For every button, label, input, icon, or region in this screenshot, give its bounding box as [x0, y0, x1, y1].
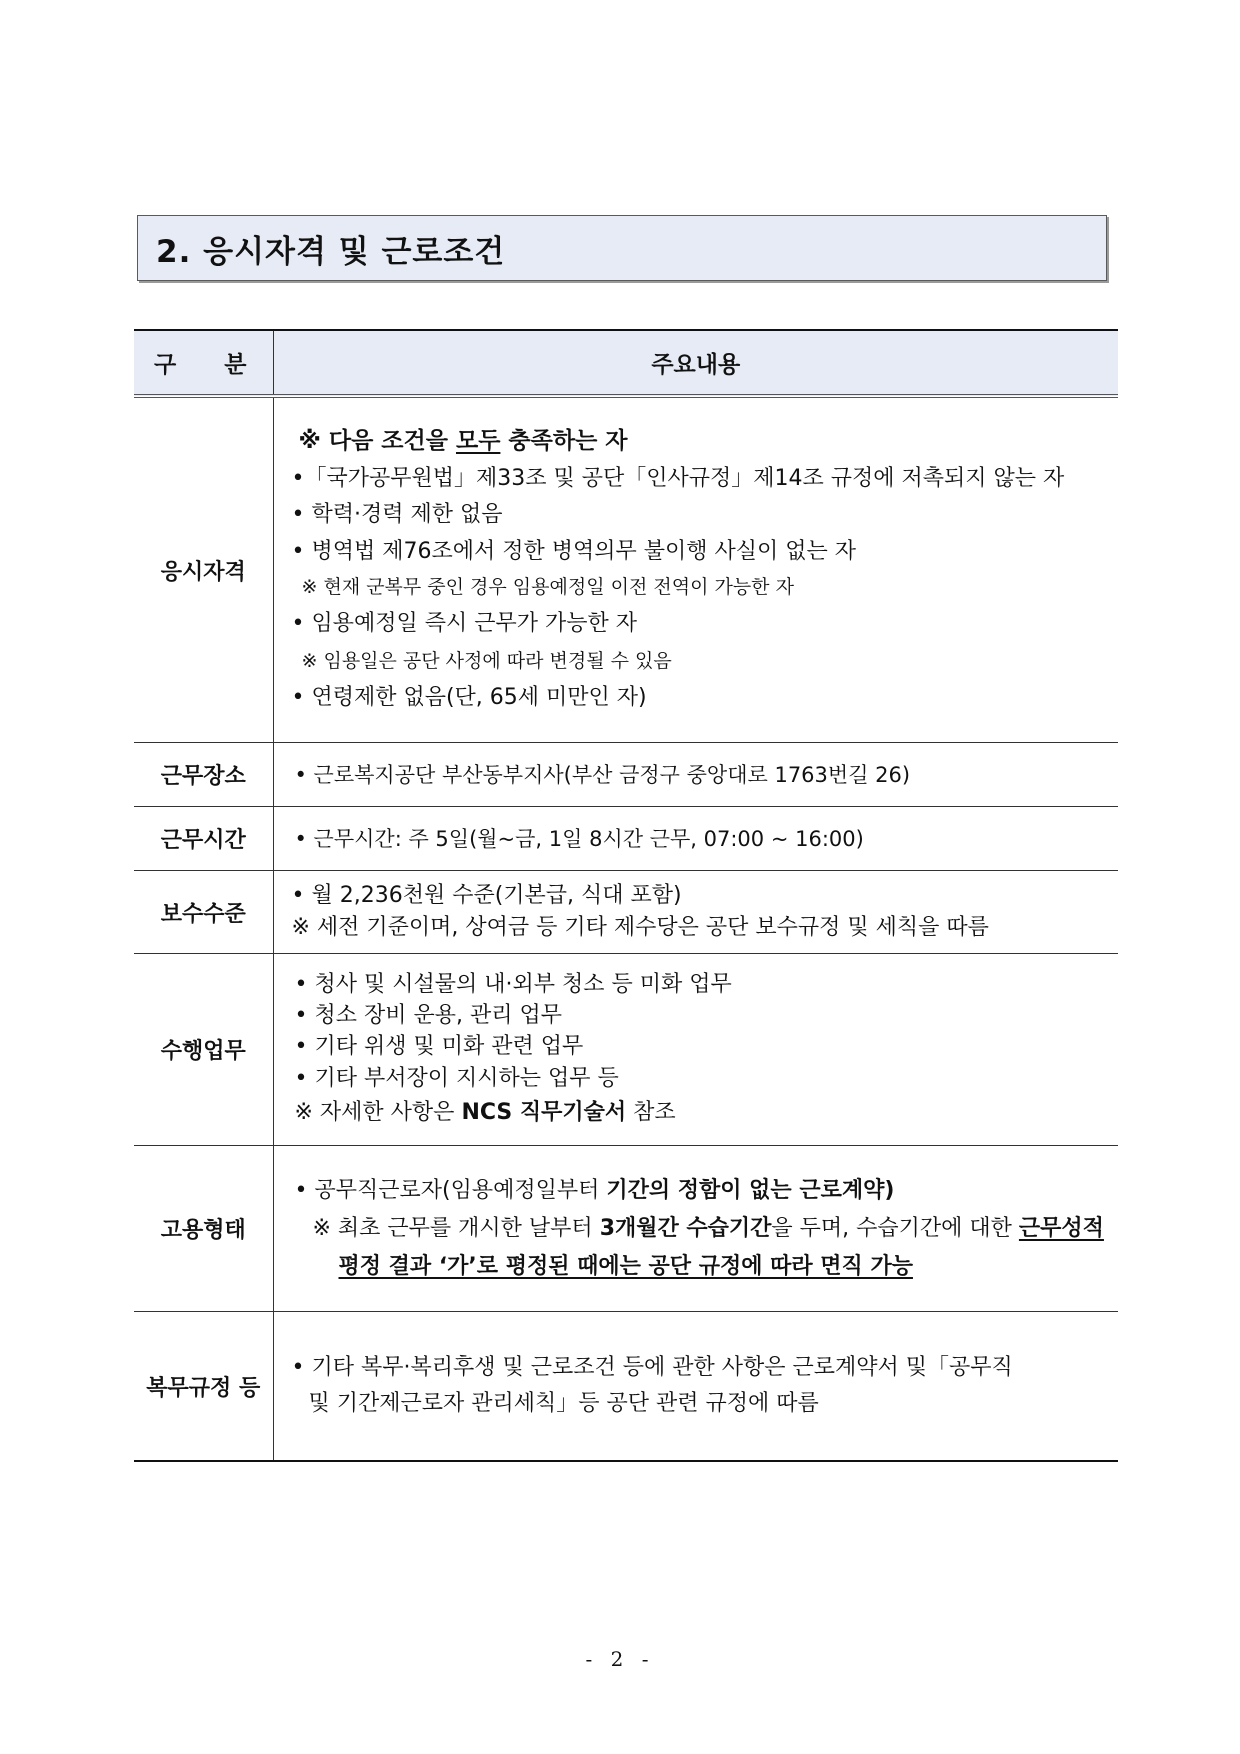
row-content-duties: [273, 954, 1118, 1146]
table-row: [134, 954, 1118, 1146]
duties-item: • 청소 장비 운용, 관리 업무: [294, 1002, 562, 1028]
pay-note: ※ 세전 기준이며, 상여금 등 기타 제수당은 공단 보수규정 및 세칙을 따름: [291, 915, 989, 940]
row-content-eligibility: [273, 396, 1118, 743]
rules-line: 및 기간제근로자 관리세칙」등 공단 관련 규정에 따름: [308, 1391, 819, 1416]
row-label-eligibility: 응시자격: [134, 396, 273, 743]
section-heading-box: [137, 215, 1107, 281]
workplace-text: • 근로복지공단 부산동부지사(부산 금정구 중앙대로 1763번길 26): [294, 762, 911, 787]
employment-note-cont: 평정 결과 ‘가’로 평정된 때에는 공단 규정에 따라 면직 가능: [338, 1253, 913, 1279]
row-label-duties: 수행업무: [134, 954, 273, 1146]
employment-line: • 공무직근로자(임용예정일부터 기간의 정함이 없는 근로계약): [294, 1177, 895, 1203]
pay-text: • 월 2,236천원 수준(기본급, 식대 포함): [291, 883, 682, 908]
duties-note: ※ 자세한 사항은 NCS 직무기술서 참조: [294, 1099, 676, 1125]
header-category: 구 분: [134, 330, 273, 396]
row-label-employment: 고용형태: [134, 1146, 273, 1312]
duties-item: • 기타 부서장이 지시하는 업무 등: [294, 1065, 619, 1091]
table-row: [134, 1312, 1118, 1462]
table-row: [134, 871, 1118, 954]
eligibility-item: • 학력·경력 제한 없음: [291, 502, 503, 527]
table-row: [134, 743, 1118, 807]
row-content-pay: [273, 871, 1118, 954]
conditions-table: [134, 329, 1118, 1462]
eligibility-note: ※ 임용일은 공단 사정에 따라 변경될 수 있음: [301, 650, 672, 672]
eligibility-item: • 임용예정일 즉시 근무가 가능한 자: [291, 611, 637, 636]
row-label-rules: 복무규정 등: [134, 1312, 273, 1462]
row-content-employment: [273, 1146, 1118, 1312]
section-heading: 2. 응시자격 및 근로조건: [156, 234, 506, 270]
eligibility-note: ※ 현재 군복무 중인 경우 임용예정일 이전 전역이 가능한 자: [301, 576, 794, 598]
eligibility-item: •「국가공무원법」제33조 및 공단「인사규정」제14조 규정에 저촉되지 않는 자: [291, 466, 1065, 491]
hours-text: • 근무시간: 주 5일(월~금, 1일 8시간 근무, 07:00 ~ 16:00): [294, 826, 864, 851]
employment-note: ※ 최초 근무를 개시한 날부터 3개월간 수습기간을 두며, 수습기간에 대한 근무성적: [312, 1215, 1104, 1241]
row-label-hours: 근무시간: [134, 807, 273, 871]
header-content: 주요내용: [273, 330, 1118, 396]
row-label-workplace: 근무장소: [134, 743, 273, 807]
table-row: [134, 396, 1118, 743]
table-row: [134, 1146, 1118, 1312]
eligibility-item: • 연령제한 없음(단, 65세 미만인 자): [291, 685, 647, 710]
row-label-pay: 보수수준: [134, 871, 273, 954]
eligibility-item: • 병역법 제76조에서 정한 병역의무 불이행 사실이 없는 자: [291, 539, 856, 564]
row-content-hours: [273, 807, 1118, 871]
table-header-row: [134, 330, 1118, 396]
page-number: - 2 -: [585, 1647, 655, 1671]
table-row: [134, 807, 1118, 871]
rules-line: • 기타 복무·복리후생 및 근로조건 등에 관한 사항은 근로계약서 및「공무직: [291, 1355, 1013, 1380]
duties-item: • 기타 위생 및 미화 관련 업무: [294, 1033, 584, 1059]
row-content-rules: [273, 1312, 1118, 1462]
duties-item: • 청사 및 시설물의 내·외부 청소 등 미화 업무: [294, 971, 732, 997]
eligibility-intro: ※ 다음 조건을 모두 충족하는 자: [298, 428, 628, 454]
row-content-workplace: [273, 743, 1118, 807]
